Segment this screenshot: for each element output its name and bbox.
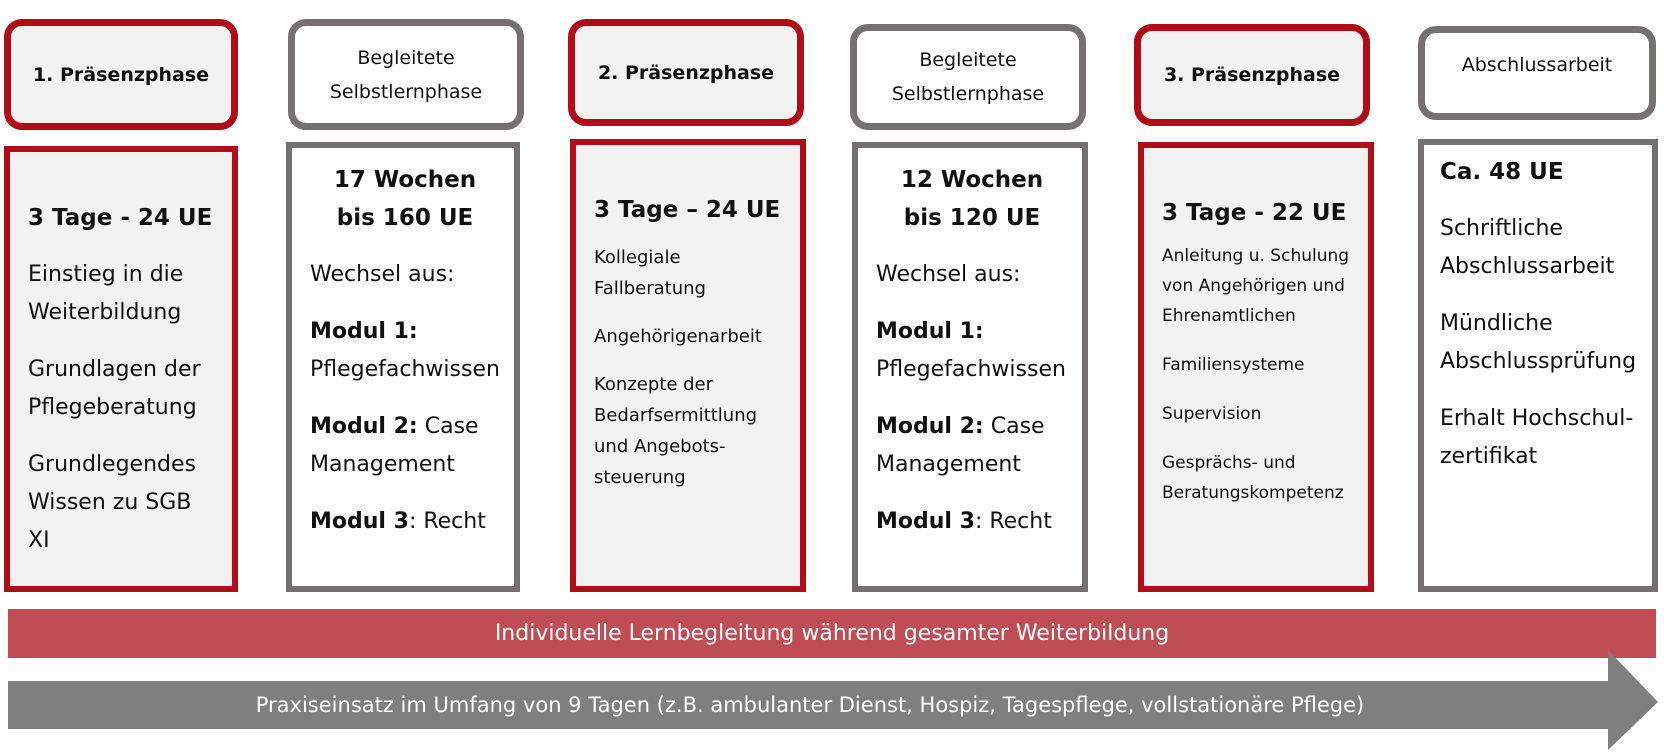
- phase-2-label-line2: Selbstlernphase: [329, 80, 483, 103]
- phase-4-module-2: [876, 408, 1068, 484]
- phase-1-panel: [4, 146, 238, 592]
- phase-4-module-1-text: Pflegefachwissen: [876, 357, 1066, 382]
- phase-4-module-2-label: Modul 2:: [876, 414, 984, 439]
- phase-3-duration: 3 Tage – 24 UE: [594, 197, 781, 223]
- phase-1-duration: 3 Tage - 24 UE: [28, 205, 213, 231]
- phase-1-header: [4, 19, 238, 130]
- phase-4-label-line2: Selbstlernphase: [891, 83, 1045, 105]
- phase-2-header: [288, 19, 524, 130]
- phase-5-topic-4: Gesprächs- und Beratungskompetenz: [1162, 453, 1344, 503]
- phase-5-header: [1134, 24, 1370, 126]
- phase-2-module-2-text: Case Management: [310, 414, 479, 477]
- phase-3-panel: [570, 139, 806, 592]
- phase-4-intro: Wechsel aus:: [876, 262, 1021, 287]
- phase-2-module-2-label: Modul 2:: [310, 414, 418, 439]
- practice-arrow-label: [8, 681, 1612, 729]
- phase-6-item-2: Mündliche Abschlussprüfung: [1440, 311, 1637, 374]
- phase-4-units: bis 120 UE: [903, 205, 1041, 231]
- phase-2-units: bis 160 UE: [336, 205, 474, 231]
- phase-5-panel: [1138, 142, 1374, 592]
- phase-4-module-3-text: : Recht: [974, 509, 1052, 534]
- phase-2-intro: Wechsel aus:: [310, 262, 455, 287]
- phase-2-duration: [310, 161, 500, 237]
- phase-2-label-line1: Begleitete: [357, 46, 455, 69]
- phase-3-header: [568, 19, 804, 126]
- phase-6-panel: [1418, 139, 1658, 592]
- phase-2-module-3-text: : Recht: [408, 509, 486, 534]
- phase-2-module-1-label: Modul 1:: [310, 319, 418, 344]
- phase-6-item-3: Erhalt Hochschul-zertifikat: [1440, 406, 1634, 469]
- phase-2-module-3-label: Modul 3: [310, 509, 409, 534]
- phase-3-topic-2: Angehörigenarbeit: [594, 326, 762, 347]
- phase-4-module-1: [876, 313, 1068, 389]
- phase-1-topic-1: Einstieg in die Weiterbildung: [28, 262, 184, 325]
- phase-5-topic-2: Familiensysteme: [1162, 355, 1305, 375]
- phase-4-duration: [876, 161, 1068, 237]
- phase-6-header: [1418, 26, 1656, 120]
- phase-2-weeks: 17 Wochen: [333, 167, 477, 193]
- phase-3-topic-3: Konzepte der Bedarfsermittlung und Angebots-steuerung: [594, 374, 758, 488]
- phase-5-label: 3. Präsenzphase: [1163, 64, 1341, 86]
- phase-1-label: 1. Präsenzphase: [32, 63, 210, 86]
- phase-1-topic-3: Grundlegendes Wissen zu SGB XI: [28, 452, 196, 553]
- phase-1-topic-2: Grundlagen der Pflegeberatung: [28, 357, 201, 420]
- phase-6-units: Ca. 48 UE: [1440, 159, 1564, 185]
- phase-4-module-1-label: Modul 1:: [876, 319, 984, 344]
- phase-2-module-1-text: Pflegefachwissen: [310, 357, 500, 382]
- phase-4-panel: [852, 142, 1088, 592]
- phase-4-label-line1: Begleitete: [919, 49, 1017, 71]
- phase-3-label: 2. Präsenzphase: [597, 61, 775, 84]
- phase-5-topic-1: Anleitung u. Schulung von Angehörigen und Ehrenamtlichen: [1162, 246, 1350, 326]
- phase-2-module-2: [310, 408, 500, 484]
- practice-arrow-text: Praxiseinsatz im Umfang von 9 Tagen (z.B. ambulanter Dienst, Hospiz, Tagespflege, vollstationäre Pflege): [255, 693, 1365, 717]
- phase-4-weeks: 12 Wochen: [900, 167, 1044, 193]
- learning-support-text: Individuelle Lernbegleitung während gesamter Weiterbildung: [494, 621, 1170, 646]
- phase-4-header: [850, 24, 1086, 130]
- phase-2-panel: [286, 142, 520, 592]
- phase-2-module-1: [310, 313, 500, 389]
- phase-5-topic-3: Supervision: [1162, 404, 1262, 424]
- phase-4-module-2-text: Case Management: [876, 414, 1045, 477]
- phase-3-topic-1: Kollegiale Fallberatung: [594, 247, 706, 299]
- phase-5-duration: 3 Tage - 22 UE: [1162, 200, 1347, 226]
- phase-4-module-3-label: Modul 3: [876, 509, 975, 534]
- phase-4-module-3: [876, 503, 1068, 541]
- phase-6-label: Abschlussarbeit: [1461, 54, 1613, 76]
- phase-2-module-3: [310, 503, 500, 541]
- phase-6-item-1: Schriftliche Abschlussarbeit: [1440, 216, 1615, 279]
